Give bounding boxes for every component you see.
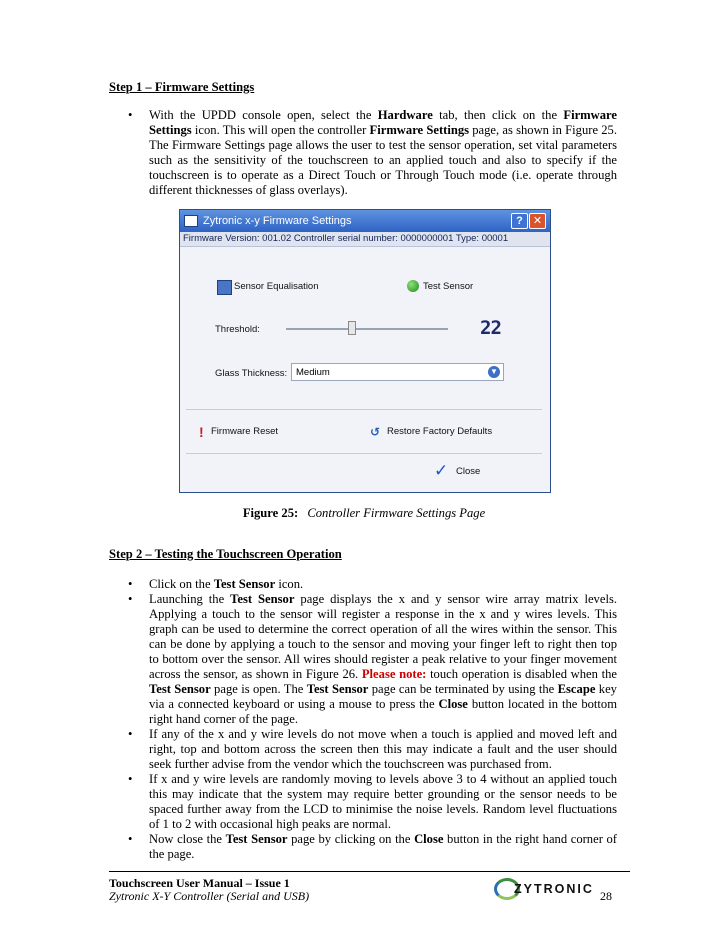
step1-bullet-list [109, 108, 617, 198]
close-button[interactable]: Close [456, 466, 481, 477]
list-item: • If any of the x and y wire levels do not move when a touch is applied and moved left and right, top and bottom across the screen then this may indicate a fault and the user should seek further advise from the vendor which the touchscreen was purchased from. [128, 727, 617, 771]
figure-caption-text: Controller Firmware Settings Page [307, 506, 486, 520]
zytronic-logo [494, 878, 594, 900]
list-item: • If x and y wire levels are randomly moving to levels above 3 to 4 without an applied touch this may indicate that the system may require better grounding or the sensor needs to be spaced further away from the LCD to minimise the noise levels. Random level fluctuations of 1 to 2 with occasional high peaks are normal. [128, 772, 617, 831]
footer-subtitle: Zytronic X-Y Controller (Serial and USB) [109, 889, 310, 903]
app-icon [184, 215, 198, 227]
bullet-icon: • [128, 108, 133, 122]
firmware-info: Firmware Version: 001.02 Controller serial number: 0000000001 Type: 00001 [180, 232, 550, 247]
bullet-icon: • [128, 592, 133, 606]
threshold-slider[interactable] [286, 328, 448, 330]
test-sensor-button[interactable]: Test Sensor [423, 281, 474, 292]
footer-title: Touchscreen User Manual – Issue 1 [109, 876, 290, 890]
page-number: 28 [600, 889, 612, 903]
bullet-icon: • [128, 577, 133, 591]
list-item: • Launching the Test Sensor page displays the x and y sensor wire array matrix levels. Applying a touch to the sensor will register a response in the x and y wires levels. This graph can be used to determine the correct operation of all the wires within the sensor. This can be done by applying a touch to the sensor and moving your finger left to right then top to bottom over the sensor. All wires should register a peak relative to your finger movement across the sensor, as shown in Figure 26. Please note: touch operation is disabled when the Test Sensor page is open. The Test Sensor page can be terminated by using the Escape key via a connected keyboard or using a mouse to press the Close button located in the bottom right hand corner of the page. [128, 592, 618, 726]
logo-text: ZYTRONIC [514, 882, 594, 896]
list-item: • Click on the Test Sensor icon. [128, 577, 304, 591]
dropdown-icon[interactable]: ▼ [488, 366, 500, 378]
window-title: Zytronic x-y Firmware Settings [203, 215, 352, 227]
threshold-slider-thumb[interactable] [348, 321, 356, 335]
figure-label: Figure 25: [242, 506, 299, 520]
sensor-equalisation-button[interactable]: Sensor Equalisation [234, 281, 319, 292]
list-item: • With the UPDD console open, select the Hardware tab, then click on the Firmware Settings icon. This will open the controller Firmware Settings page, as shown in Figure 25. The Firmware Settings page allows the user to test the sensor operation, set vital parameters such as the sensitivity of the touchscreen to an applied touch and also to specify if the touchscreen is to operate as a Direct Touch or Through Touch mode (i.e. operate through different thicknesses of glass overlays). [128, 108, 617, 197]
threshold-value: 22 [480, 317, 501, 339]
bullet-icon: • [128, 772, 133, 786]
close-icon[interactable]: ✕ [529, 213, 546, 229]
glass-thickness-label: Glass Thickness: [215, 368, 288, 379]
test-sensor-icon[interactable] [407, 280, 419, 292]
bullet-icon: • [128, 727, 133, 741]
warning-icon: ! [199, 424, 204, 440]
bullet-icon: • [128, 832, 133, 846]
glass-thickness-value: Medium [296, 367, 330, 378]
figure-caption [0, 506, 728, 521]
step1-heading: Step 1 – Firmware Settings [109, 80, 255, 94]
divider [186, 453, 542, 454]
sensor-equalisation-icon[interactable] [217, 280, 232, 295]
restore-defaults-button[interactable]: Restore Factory Defaults [387, 426, 493, 437]
firmware-settings-window [179, 209, 551, 493]
help-button[interactable]: ? [511, 213, 528, 229]
window-titlebar [180, 210, 550, 232]
firmware-reset-button[interactable]: Firmware Reset [211, 426, 279, 437]
checkmark-icon[interactable]: ✓ [434, 461, 449, 480]
footer-divider [109, 871, 630, 872]
divider [186, 409, 542, 410]
threshold-label: Threshold: [215, 324, 260, 335]
step2-heading: Step 2 – Testing the Touchscreen Operation [109, 547, 342, 561]
list-item: • Now close the Test Sensor page by clicking on the Close button in the right hand corner of the page. [128, 832, 617, 861]
glass-thickness-select[interactable] [291, 363, 504, 381]
step2-bullet-list [109, 577, 617, 862]
restore-icon[interactable]: ↺ [370, 425, 381, 439]
